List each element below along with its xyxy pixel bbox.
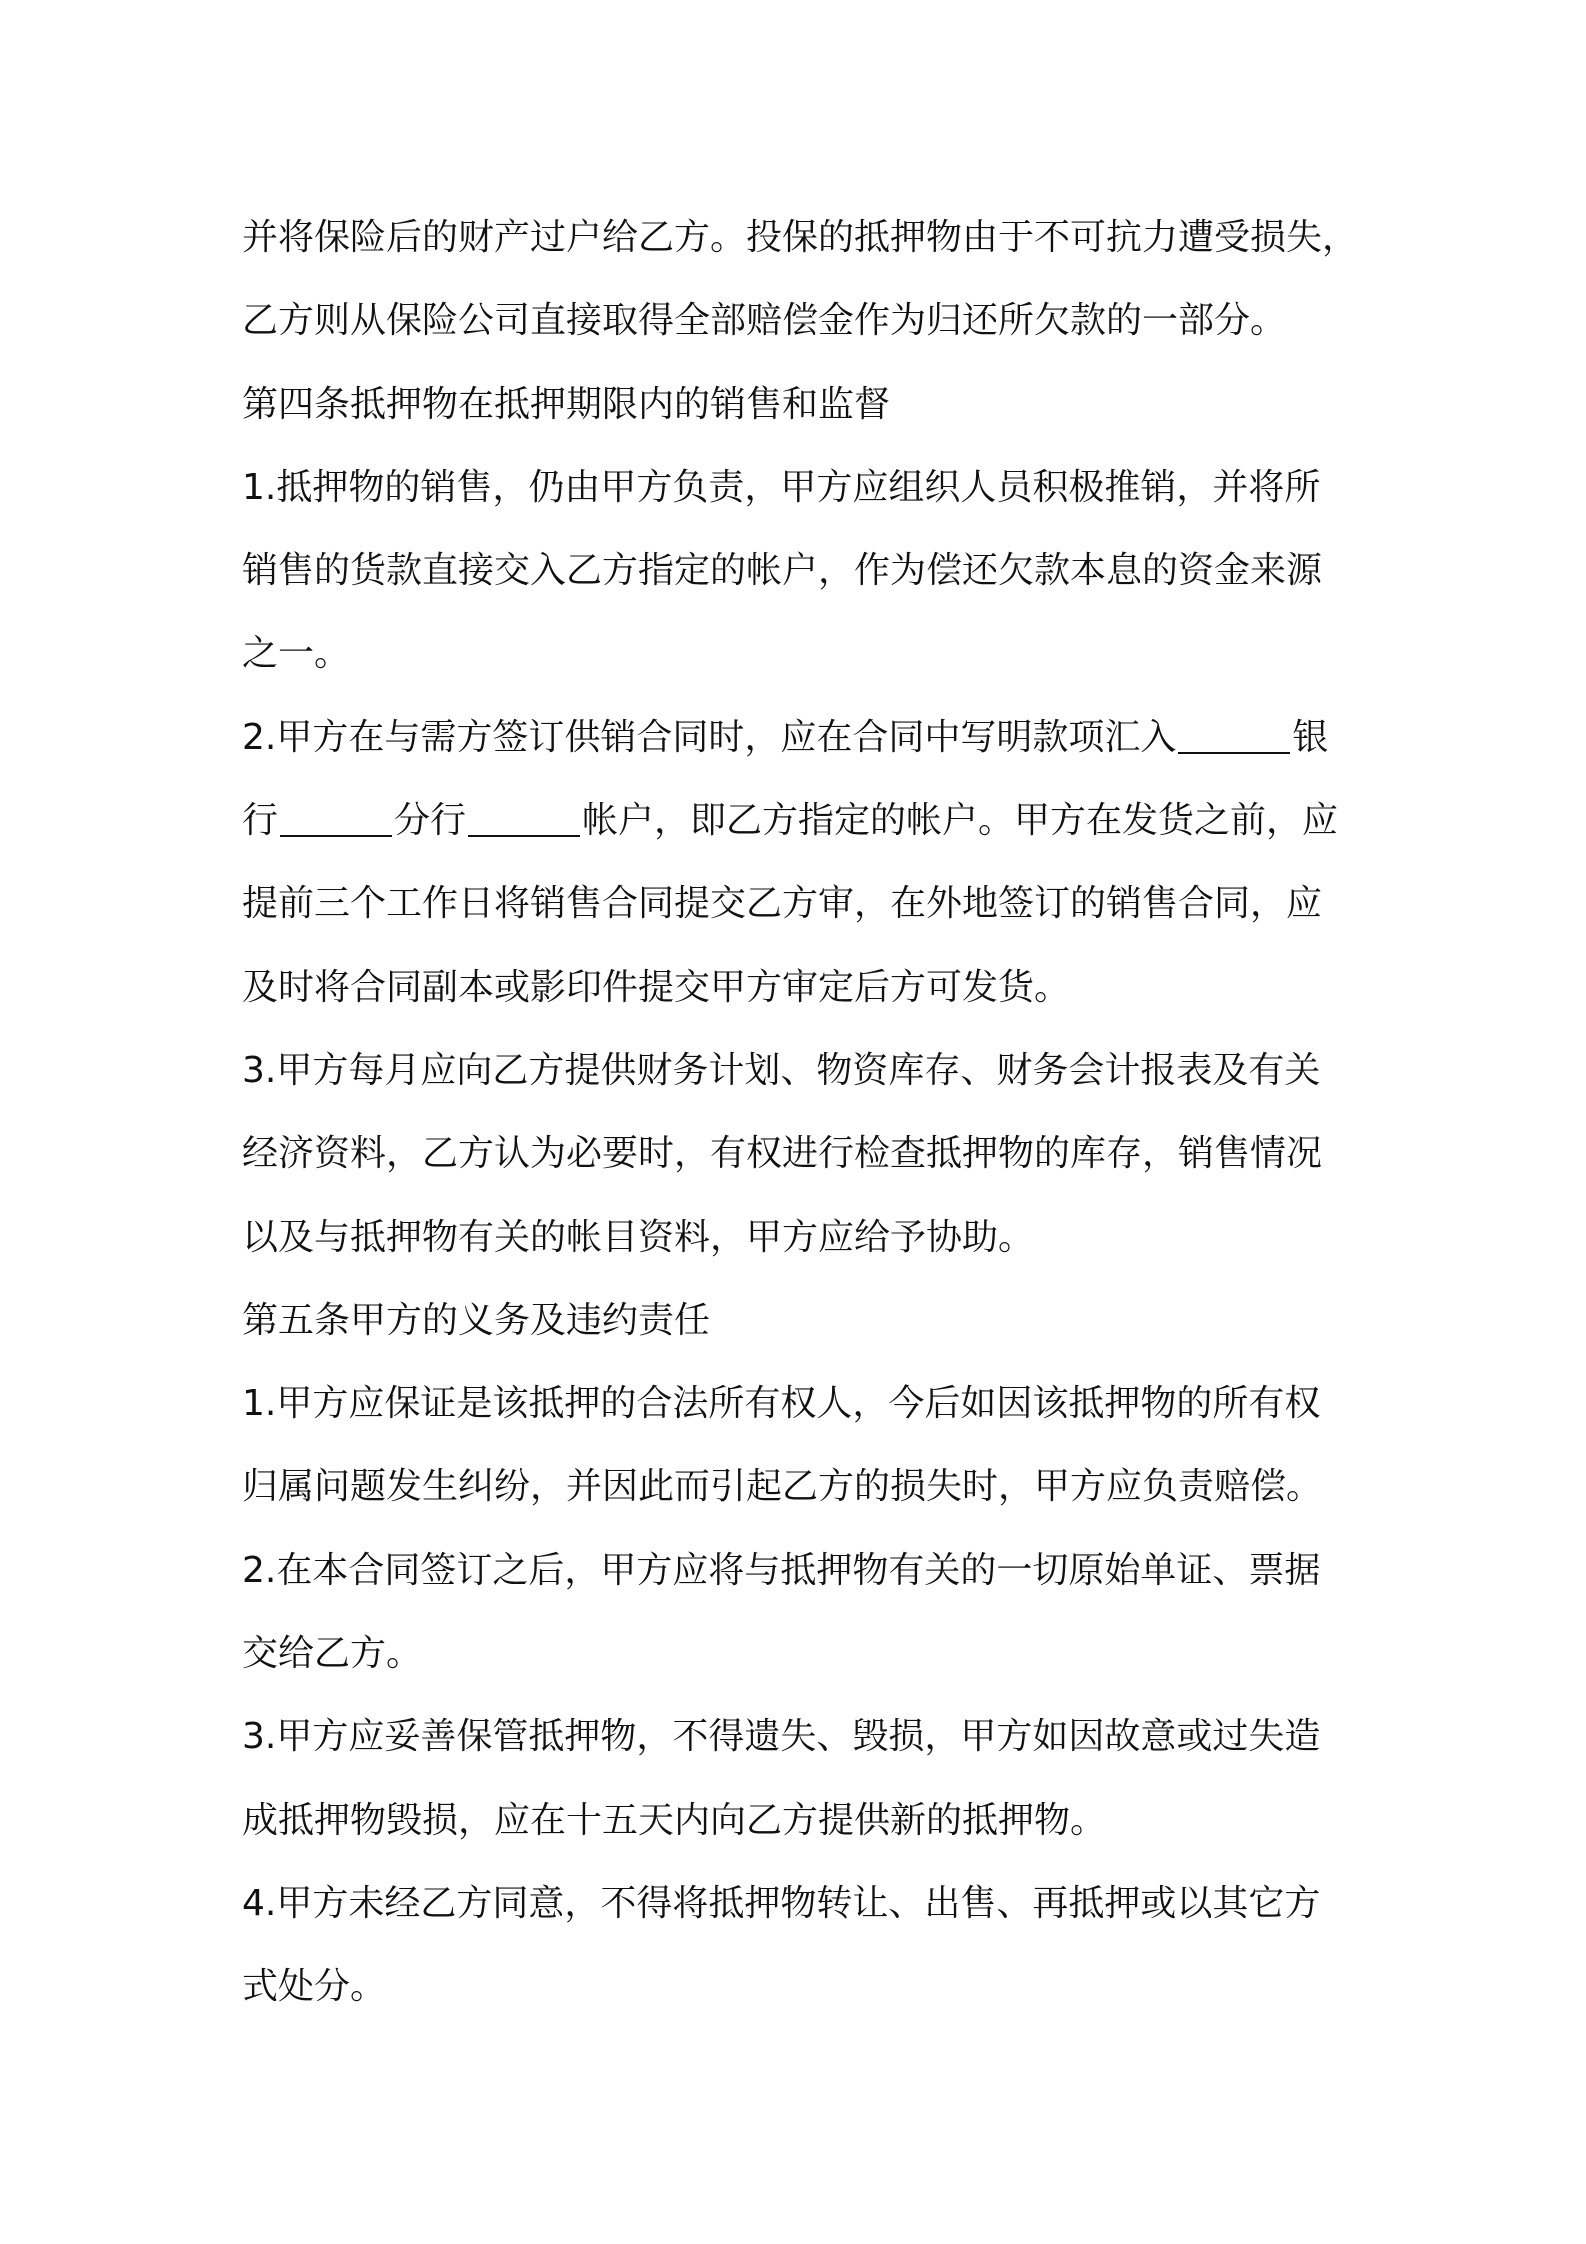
fill-in-blank-branch	[280, 799, 392, 837]
section-heading-article-4: 第四条抵押物在抵押期限内的销售和监督	[242, 383, 891, 425]
text-line: 2.在本合同签订之后，甲方应将与抵押物有关的一切原始单证、票据	[242, 1549, 1321, 1591]
text-segment: 帐户，即乙方指定的帐户。甲方在发货之前，应	[582, 800, 1339, 842]
text-line: 归属问题发生纠纷，并因此而引起乙方的损失时，甲方应负责赔偿。	[242, 1466, 1323, 1508]
text-line: 经济资料，乙方认为必要时，有权进行检查抵押物的库存，销售情况	[242, 1133, 1323, 1175]
text-line: 提前三个工作日将销售合同提交乙方审，在外地签订的销售合同，应	[242, 883, 1323, 925]
text-segment: 2.甲方在与需方签订供销合同时，应在合同中写明款项汇入	[242, 716, 1177, 758]
section-heading-article-5: 第五条甲方的义务及违约责任	[242, 1299, 711, 1341]
text-line: 3.甲方应妥善保管抵押物，不得遗失、毁损，甲方如因故意或过失造	[242, 1716, 1321, 1758]
text-line: 1.抵押物的销售，仍由甲方负责，甲方应组织人员积极推销，并将所	[242, 466, 1321, 508]
text-line: 1.甲方应保证是该抵押的合法所有权人，今后如因该抵押物的所有权	[242, 1383, 1321, 1425]
text-line: 并将保险后的财产过户给乙方。投保的抵押物由于不可抗力遭受损失，	[242, 217, 1359, 258]
text-line: 3.甲方每月应向乙方提供财务计划、物资库存、财务会计报表及有关	[242, 1049, 1321, 1091]
text-line-with-blanks	[242, 779, 1362, 862]
text-line: 及时将合同副本或影印件提交甲方审定后方可发货。	[242, 966, 1071, 1008]
document-body	[242, 196, 1362, 2029]
text-line-with-blank	[242, 696, 1362, 779]
text-segment: 分行	[394, 800, 467, 842]
fill-in-blank-bank	[1178, 716, 1290, 754]
text-line: 销售的货款直接交入乙方指定的帐户，作为偿还欠款本息的资金来源	[242, 550, 1323, 592]
text-segment: 行	[242, 800, 279, 842]
fill-in-blank-account	[468, 799, 580, 837]
text-line: 交给乙方。	[242, 1633, 423, 1675]
text-line: 之一。	[242, 633, 351, 675]
text-line: 以及与抵押物有关的帐目资料，甲方应给予协助。	[242, 1216, 1035, 1258]
text-line: 式处分。	[242, 1966, 387, 2008]
text-segment: 银	[1292, 716, 1329, 758]
text-line: 乙方则从保险公司直接取得全部赔偿金作为归还所欠款的一部分。	[242, 300, 1287, 342]
text-line: 成抵押物毁损，应在十五天内向乙方提供新的抵押物。	[242, 1799, 1107, 1841]
text-line: 4.甲方未经乙方同意，不得将抵押物转让、出售、再抵押或以其它方	[242, 1882, 1321, 1924]
